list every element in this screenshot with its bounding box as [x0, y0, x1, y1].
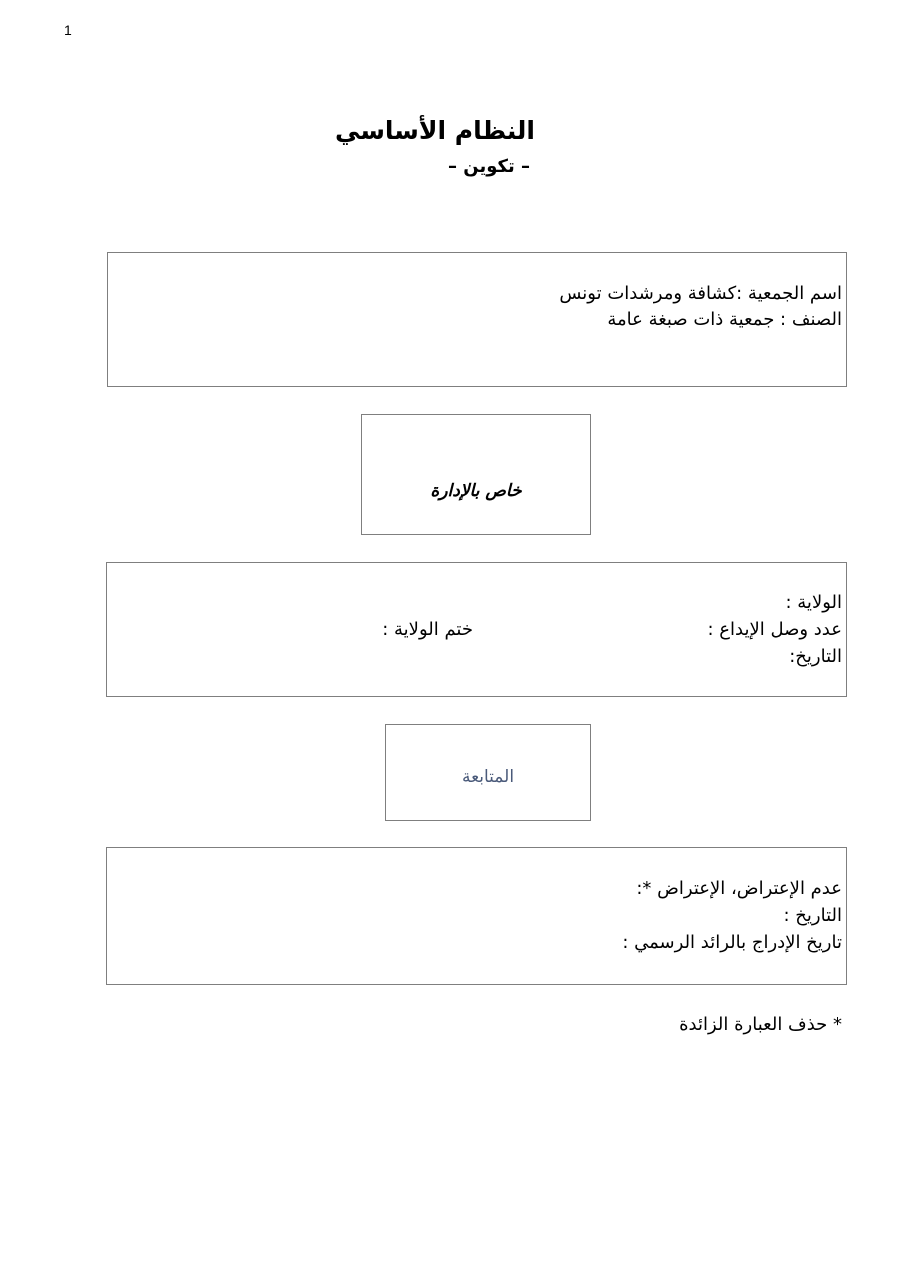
document-subtitle: – تكوين –: [447, 156, 530, 177]
association-name-line: اسم الجمعية :كشافة ومرشدات تونس: [559, 283, 842, 304]
official-gazette-date-line: تاريخ الإدراج بالرائد الرسمي :: [622, 932, 842, 953]
governorate-stamp-line: ختم الولاية :: [382, 619, 473, 640]
administration-box: [361, 414, 591, 535]
association-category-line: الصنف : جمعية ذات صبغة عامة: [607, 309, 842, 330]
objection-date-line: التاريخ :: [783, 905, 842, 926]
deposit-receipt-line: عدد وصل الإيداع :: [707, 619, 842, 640]
footnote: * حذف العبارة الزائدة: [679, 1014, 842, 1035]
page-number: 1: [64, 22, 72, 38]
governorate-line: الولاية :: [785, 592, 842, 613]
regional-date-line: التاريخ:: [789, 646, 842, 667]
document-title: النظام الأساسي: [335, 116, 535, 145]
objection-box: [106, 847, 847, 985]
association-identity-box: [107, 252, 847, 387]
administration-label: خاص بالإدارة: [430, 481, 522, 501]
objection-line: عدم الإعتراض، الإعتراض *:: [636, 878, 842, 899]
governorate-box: [106, 562, 847, 697]
followup-label: المتابعة: [461, 767, 515, 787]
followup-box: [385, 724, 591, 821]
